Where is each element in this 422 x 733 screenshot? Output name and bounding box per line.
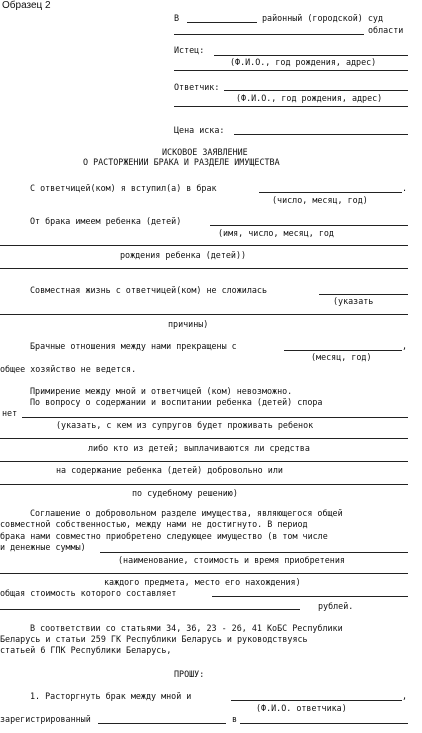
married-text: С ответчицей(ком) я вступил(а) в брак (30, 183, 217, 193)
request-item-1-end: , (402, 691, 408, 701)
registered-text: зарегистрированный (0, 714, 91, 724)
sample-label: Образец 2 (2, 0, 51, 11)
court-name-field[interactable] (187, 22, 257, 23)
relations-end: , (402, 341, 408, 351)
claim-price-field[interactable] (234, 134, 408, 135)
title-line-1: ИСКОВОЕ ЗАЯВЛЕНИЕ (162, 147, 248, 157)
defendant-field-2[interactable] (174, 106, 408, 107)
defendant-label: Ответчик: (174, 82, 220, 92)
custody-field-3[interactable] (0, 461, 408, 462)
claim-price-label: Цена иска: (174, 125, 225, 135)
children-hint: (имя, число, месяц, год (218, 228, 334, 238)
registered-place-field[interactable] (240, 723, 408, 724)
children-hint-2: рождения ребенка (детей)) (120, 250, 247, 260)
request-item-1-hint: (Ф.И.О. ответчика) (256, 703, 347, 713)
title-line-2: О РАСТОРЖЕНИИ БРАКА И РАЗДЕЛЕ ИМУЩЕСТВА (83, 157, 280, 167)
registered-in: в (232, 714, 238, 724)
property-line-4: и денежные суммы) (0, 542, 86, 552)
defendant-field[interactable] (224, 90, 408, 91)
married-hint: (число, месяц, год) (272, 195, 368, 205)
children-field-2[interactable] (0, 245, 408, 246)
custody-line-1: По вопросу о содержании и воспитании ребенка (детей) спора (30, 397, 323, 407)
property-field[interactable] (100, 552, 408, 553)
life-hint: (указать (333, 296, 374, 306)
children-text: От брака имеем ребенка (детей) (30, 216, 182, 226)
custody-hint-2: либо кто из детей; выплачиваются ли средства (88, 443, 310, 453)
total-text: общая стоимость которого составляет (0, 588, 177, 598)
relations-text: Брачные отношения между нами прекращены с (30, 341, 237, 351)
property-hint-1: (наименование, стоимость и время приобретения (118, 555, 345, 565)
reconcile-text: Примирение между мной и ответчицей (ком) невозможно. (30, 386, 293, 396)
life-field-2[interactable] (0, 314, 408, 315)
relations-hint: (месяц, год) (311, 352, 372, 362)
total-field[interactable] (212, 596, 408, 597)
life-text: Совместная жизнь с ответчицей(ком) не сложилась (30, 285, 267, 295)
custody-no: нет (2, 408, 18, 418)
custody-hint-1: (указать, с кем из супругов будет проживать ребенок (56, 420, 314, 430)
total-sum-field[interactable] (0, 609, 300, 610)
request-heading: ПРОШУ: (174, 669, 205, 679)
children-field[interactable] (210, 225, 408, 226)
court-region: области (368, 25, 404, 35)
custody-field-2[interactable] (0, 438, 408, 439)
court-prefix: В (174, 13, 180, 23)
property-hint-2: каждого предмета, место его нахождения) (104, 577, 301, 587)
household-text: общее хозяйство не ведется. (0, 364, 137, 374)
law-line-1: В соответствии со статьями 34, 36, 23 - 26, 41 КоБС Республики (30, 623, 343, 633)
plaintiff-hint: (Ф.И.О., год рождения, адрес) (230, 57, 377, 67)
law-line-2: Беларусь и статьи 259 ГК Республики Беларусь и руководствуясь (0, 634, 308, 644)
custody-field[interactable] (22, 417, 408, 418)
life-field[interactable] (319, 294, 408, 295)
plaintiff-field-2[interactable] (174, 70, 408, 71)
region-field[interactable] (174, 34, 364, 35)
relations-date-field[interactable] (284, 350, 402, 351)
plaintiff-label: Истец: (174, 45, 205, 55)
defendant-name-field[interactable] (231, 700, 402, 701)
property-field-2[interactable] (0, 573, 408, 574)
total-unit: рублей. (318, 601, 354, 611)
children-field-3[interactable] (0, 268, 408, 269)
plaintiff-field[interactable] (214, 55, 408, 56)
property-line-2: совместной собственностью, между нами не достигнуто. В период (0, 519, 308, 529)
custody-hint-4: по судебному решению) (132, 488, 238, 498)
property-line-1: Соглашение о добровольном разделе имущества, являющегося общей (30, 508, 343, 518)
law-line-3: статьей 6 ГПК Республики Беларусь, (0, 645, 172, 655)
life-hint-2: причины) (168, 319, 209, 329)
court-suffix: районный (городской) суд (262, 13, 384, 23)
custody-field-4[interactable] (0, 484, 408, 485)
request-item-1: 1. Расторгнуть брак между мной и (30, 691, 192, 701)
married-end: . (402, 183, 408, 193)
custody-hint-3: на содержание ребенка (детей) добровольно или (56, 465, 283, 475)
property-line-3: брака нами совместно приобретено следующее имущество (в том числе (0, 531, 328, 541)
defendant-hint: (Ф.И.О., год рождения, адрес) (236, 93, 383, 103)
registered-date-field[interactable] (98, 723, 226, 724)
marriage-date-field[interactable] (259, 192, 402, 193)
